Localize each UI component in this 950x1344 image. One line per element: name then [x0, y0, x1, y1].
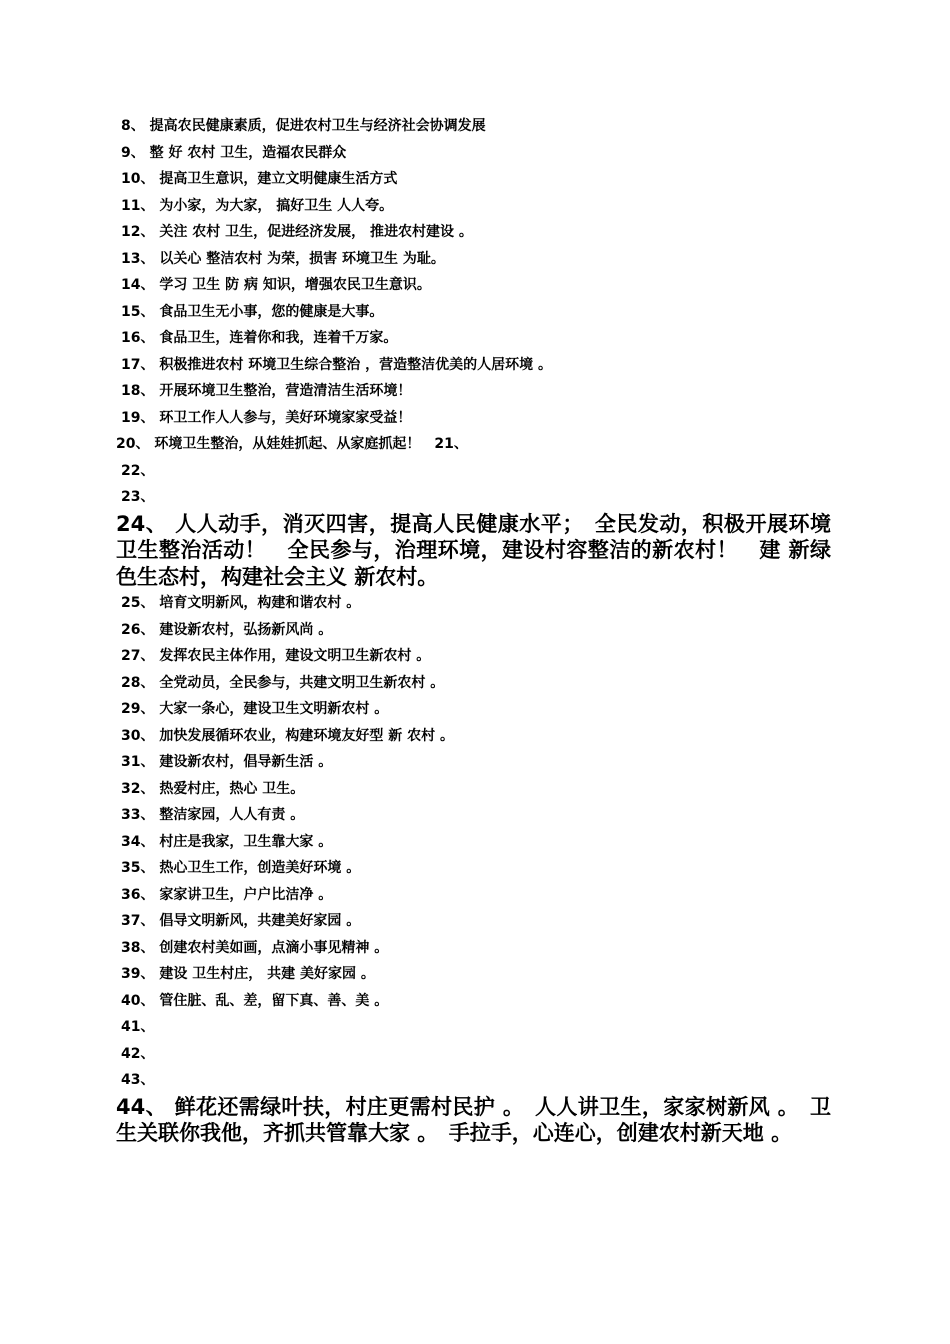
slogan-line-43: 43、 — [121, 1072, 155, 1088]
slogan-line-31: 31、 建设新农村，倡导新生活 。 — [121, 754, 333, 770]
slogan-line-14: 14、 学习 卫生 防 病 知识，增强农民卫生意识。 — [121, 277, 431, 293]
slogan-line-40: 40、 管住脏、乱、差，留下真、善、美 。 — [121, 992, 389, 1009]
slogan-line-26: 26、 建设新农村，弘扬新风尚 。 — [121, 621, 333, 638]
slogan-line-34: 34、 村庄是我家，卫生靠大家 。 — [121, 833, 333, 850]
slogan-line-42: 42、 — [121, 1045, 155, 1062]
slogan-line-17: 17、 积极推进农村 环境卫生综合整治 ，营造整洁优美的人居环境 。 — [121, 356, 552, 373]
slogan-line-39: 39、 建设 卫生村庄， 共建 美好家园 。 — [121, 966, 375, 982]
slogan-line-10: 10、 提高卫生意识，建立文明健康生活方式 — [121, 171, 398, 187]
slogan-line-25: 25、 培育文明新风，构建和谐农村 。 — [121, 595, 361, 611]
slogan-line-32: 32、 热爱村庄，热心 卫生。 — [121, 780, 305, 797]
slogan-line-19: 19、 环卫工作人人参与，美好环境家家受益！ — [121, 409, 412, 426]
slogan-line-12: 12、 关注 农村 卫生，促进经济发展， 推进农村建设 。 — [121, 224, 473, 240]
slogan-line-28: 28、 全党动员，全民参与，共建文明卫生新农村 。 — [121, 674, 445, 691]
slogan-line-38: 38、 创建农村美如画，点滴小事见精神 。 — [121, 939, 389, 956]
slogan-line-29: 29、 大家一条心，建设卫生文明新农村 。 — [121, 701, 389, 717]
slogan-line-15: 15、 食品卫生无小事，您的健康是大事。 — [121, 303, 384, 320]
slogan-paragraph-24: 24、 人人动手，消灭四害，提高人民健康水平； 全民发动，积极开展环境卫生整治活动！ 全民参与，治理环境，建设村容整洁的新农村！ 建 新绿色生态村，构建社会主义 新农村。 — [116, 511, 831, 589]
slogan-line-13: 13、 以关心 整洁农村 为荣，损害 环境卫生 为耻。 — [121, 250, 445, 267]
slogan-line-30: 30、 加快发展循环农业，构建环境友好型 新 农村 。 — [121, 727, 454, 744]
slogan-paragraph-44: 44、 鲜花还需绿叶扶，村庄更需村民护 。 人人讲卫生，家家树新风 。 卫生关联你我他，齐抓共管靠大家 。 手拉手，心连心，创建农村新天地 。 — [116, 1094, 831, 1145]
slogan-line-18: 18、 开展环境卫生整治，营造清洁生活环境！ — [121, 383, 412, 399]
slogan-line-8: 8、 提高农民健康素质，促进农村卫生与经济社会协调发展 — [121, 118, 486, 134]
slogan-line-20-21: 20、 环境卫生整治，从娃娃抓起、从家庭抓起！ 21、 — [116, 436, 468, 452]
slogan-line-33: 33、 整洁家园，人人有责 。 — [121, 807, 305, 823]
slogan-line-16: 16、 食品卫生，连着你和我，连着千万家。 — [121, 330, 398, 346]
slogan-line-35: 35、 热心卫生工作，创造美好环境 。 — [121, 860, 361, 876]
slogan-line-37: 37、 倡导文明新风，共建美好家园 。 — [121, 913, 361, 929]
slogan-line-11: 11、 为小家，为大家， 搞好卫生 人人夸。 — [121, 197, 394, 214]
slogan-line-27: 27、 发挥农民主体作用，建设文明卫生新农村 。 — [121, 648, 431, 664]
slogan-line-22: 22、 — [121, 462, 155, 479]
slogan-line-9: 9、 整 好 农村 卫生，造福农民群众 — [121, 144, 347, 161]
slogan-line-36: 36、 家家讲卫生，户户比洁净 。 — [121, 886, 333, 903]
slogan-line-23: 23、 — [121, 489, 155, 505]
slogan-list — [116, 113, 836, 1147]
slogan-line-41: 41、 — [121, 1019, 155, 1035]
